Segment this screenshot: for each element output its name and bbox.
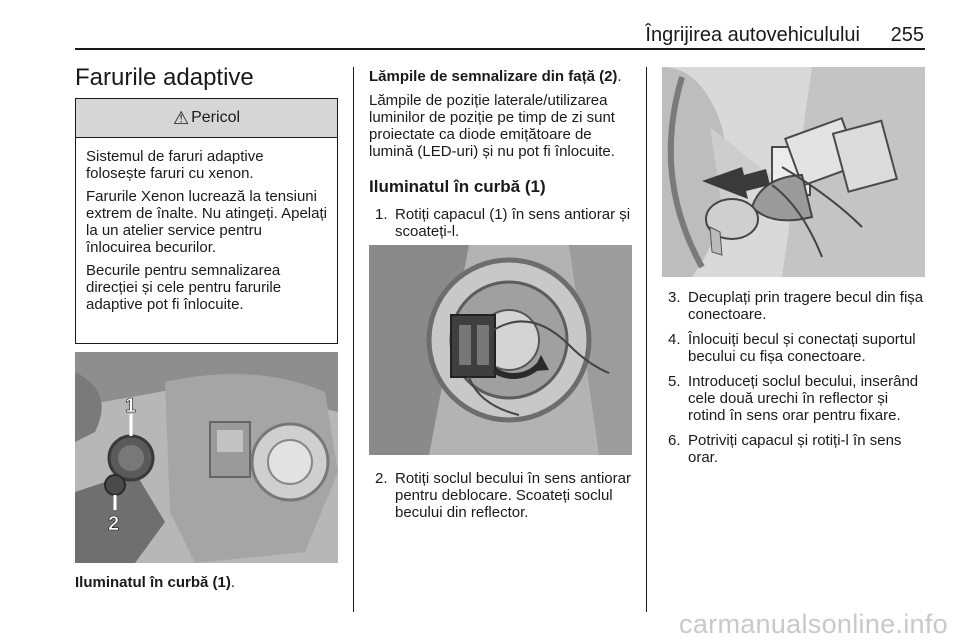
step-number: 5.	[668, 373, 681, 390]
list-item	[375, 206, 633, 240]
bulb-socket-figure	[369, 245, 632, 455]
list-item	[375, 470, 633, 521]
step-number: 3.	[668, 289, 681, 306]
danger-paragraph: Farurile Xenon lucrează la tensiuni extrem de înalte. Nu atingeți. Apelați la un atelier service pentru înlocuirea becurilor.	[86, 188, 327, 256]
step-number: 6.	[668, 432, 681, 449]
danger-box-title: Pericol	[191, 109, 241, 126]
list-item	[668, 331, 925, 365]
caption-bold: Iluminatul în curbă (1)	[75, 574, 231, 591]
lamp-heading-bold: Lămpile de semnalizare din față (2)	[369, 68, 618, 85]
caption-rest: .	[230, 574, 236, 591]
lamp-paragraph-text: Lămpile de poziție laterale/utilizarea luminilor de poziție pe timp de zi sunt proiectate ca diode emițătoare de lumină (LED-uri) și nu pot fi înlocuite.	[369, 92, 615, 160]
step-number: 4.	[668, 331, 681, 348]
column-divider	[646, 67, 647, 612]
step-list	[375, 470, 633, 529]
figure-label-2: 2	[108, 513, 120, 535]
lamp-paragraph	[369, 92, 637, 160]
column-divider	[353, 67, 354, 612]
watermark: carmanualsonline.info	[679, 609, 948, 639]
lamp-heading	[369, 68, 634, 85]
bulb-removal-figure	[662, 67, 925, 277]
header-rule	[75, 48, 925, 50]
step-list	[668, 289, 925, 474]
lamp-heading-rest: .	[617, 68, 622, 85]
headlamp-figure	[75, 352, 338, 563]
step-text: Rotiți soclul becului în sens antiorar pentru deblocare. Scoateți soclul becului din reflector.	[395, 470, 631, 521]
list-item	[668, 373, 925, 424]
page-number: 255	[890, 24, 924, 46]
step-text: Rotiți capacul (1) în sens antiorar și scoateți-l.	[395, 206, 631, 240]
danger-paragraph: Sistemul de faruri adaptive folosește faruri cu xenon.	[86, 148, 264, 182]
warning-triangle-icon: ⚠	[172, 107, 190, 128]
step-text: Introduceți soclul becului, inserând cele două urechi în reflector și rotind în sens orar pentru fixare.	[688, 373, 919, 424]
step-text: Decuplați prin tragere becul din fișa conectoare.	[688, 289, 924, 323]
subheading: Iluminatul în curbă (1)	[369, 177, 546, 196]
header-title: Îngrijirea autovehiculului	[645, 24, 860, 46]
step-text: Înlocuiți becul și conectați suportul becului cu fișa conectoare.	[688, 331, 916, 365]
danger-box	[75, 98, 338, 344]
list-item	[668, 289, 925, 323]
step-list	[375, 206, 633, 248]
danger-box-header	[76, 99, 337, 138]
step-text: Potriviți capacul și rotiți-l în sens orar.	[688, 432, 902, 466]
section-title: Farurile adaptive	[75, 64, 254, 91]
figure-label-1: 1	[125, 395, 137, 417]
list-item	[668, 432, 925, 466]
danger-paragraph: Becurile pentru semnalizarea direcției și cele pentru farurile adaptive pot fi înlocuite.	[86, 262, 282, 313]
step-number: 1.	[375, 206, 388, 223]
step-number: 2.	[375, 470, 388, 487]
danger-box-body	[76, 138, 337, 313]
figure-caption	[75, 574, 235, 591]
